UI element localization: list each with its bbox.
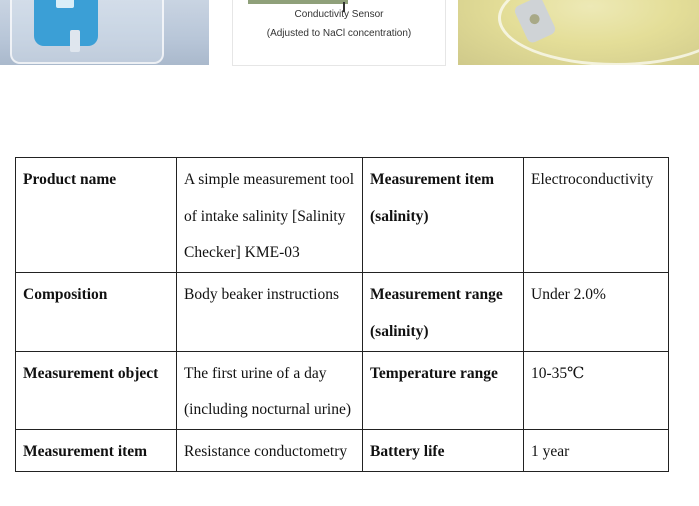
table-row	[16, 158, 669, 273]
label-product-name: Product name	[16, 158, 177, 273]
beaker-handle	[70, 30, 80, 52]
value-measurement-item-salinity: Electroconductivity	[524, 158, 669, 273]
specification-table	[15, 157, 669, 472]
sensor-caption: Conductivity Sensor	[294, 9, 384, 20]
label-measurement-item: Measurement item	[16, 429, 177, 471]
value-composition: Body beaker instructions	[177, 273, 363, 351]
label-battery-life: Battery life	[363, 429, 524, 471]
table-row	[16, 273, 669, 351]
value-measurement-range: Under 2.0%	[524, 273, 669, 351]
label-measurement-range: Measurement range (salinity)	[363, 273, 524, 351]
photo-urine-sample	[458, 0, 699, 65]
sensor-caption-note: (Adjusted to NaCl concentration)	[266, 28, 412, 39]
label-measurement-object: Measurement object	[16, 351, 177, 429]
value-temperature-range: 10-35℃	[524, 351, 669, 429]
salinity-checker-device	[34, 0, 98, 46]
figure-photo-strip	[0, 0, 699, 66]
value-battery-life: 1 year	[524, 429, 669, 471]
value-product-name: A simple measurement tool of intake salinity [Salinity Checker] KME-03	[177, 158, 363, 273]
device-screen	[56, 0, 74, 8]
sensor-strip	[248, 0, 348, 4]
table-row	[16, 429, 669, 471]
label-composition: Composition	[16, 273, 177, 351]
table-row	[16, 351, 669, 429]
clip-hole	[528, 12, 541, 25]
value-measurement-item: Resistance conductometry	[177, 429, 363, 471]
label-measurement-item-salinity: Measurement item (salinity)	[363, 158, 524, 273]
label-temperature-range: Temperature range	[363, 351, 524, 429]
photo-salinity-checker	[0, 0, 209, 65]
value-measurement-object: The first urine of a day (including nocturnal urine)	[177, 351, 363, 429]
photo-conductivity-sensor	[232, 0, 446, 66]
